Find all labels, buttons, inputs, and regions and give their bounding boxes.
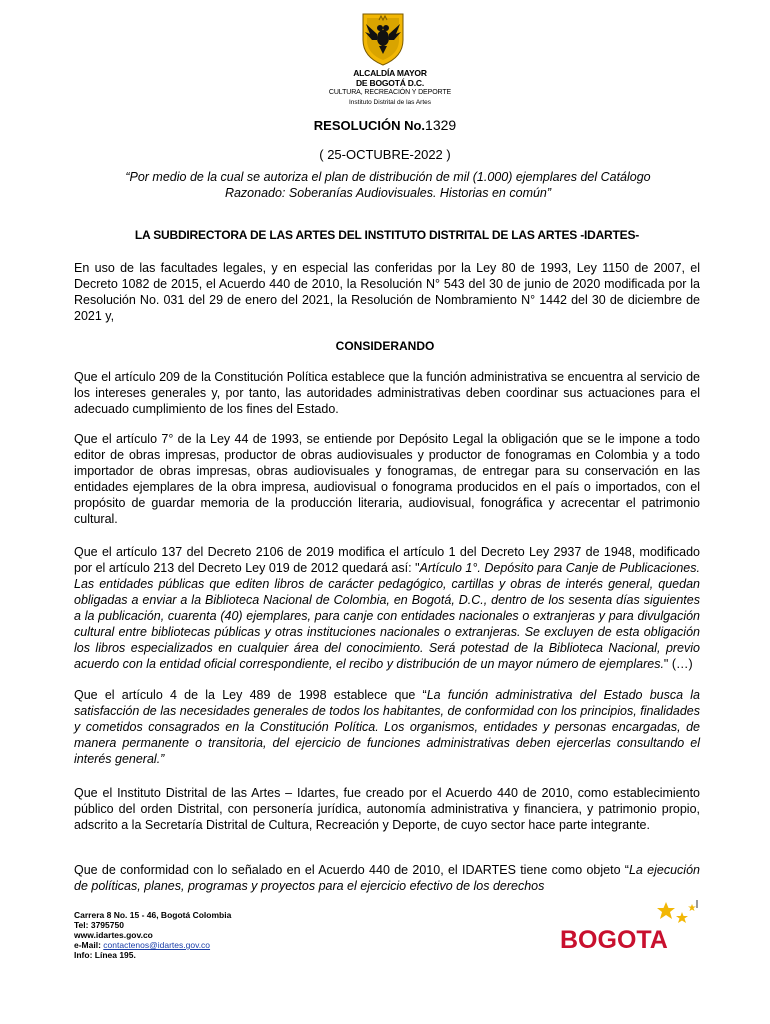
footer-web: www.idartes.gov.co — [74, 930, 153, 940]
entity-line-1: ALCALDÍA MAYOR — [353, 68, 427, 78]
bogota-logo-text: BOGOTA — [560, 926, 668, 954]
bogota-logo — [560, 898, 700, 958]
subject-line-1: “Por medio de la cual se autoriza el plan de distribución de mil (1.000) ejemplares del Catálogo — [125, 170, 651, 184]
footer-email-label: e-Mail: — [74, 940, 104, 950]
paragraph-3-end: " (…) — [663, 657, 693, 671]
footer-email-row — [74, 940, 231, 950]
preamble-paragraph: En uso de las facultades legales, y en especial las conferidas por la Ley 80 de 1993, Ley 1150 de 2007, el Decreto 1082 de 2015, el Acuerdo 440 de 2010, la Resolución N° 543 del 30 de junio de 2020 modificada por la Resolución No. 031 del 29 de enero del 2021, la Resolución de Nombramiento N° 1442 del 30 de diciembre de 2021 y, — [74, 261, 700, 323]
considering-heading: CONSIDERANDO — [335, 339, 435, 353]
resolution-title — [0, 117, 770, 133]
paragraph-3-quote: Artículo 1°. Depósito para Canje de Publicaciones. Las entidades públicas que editen libros de carácter pedagógico, cartillas y obras de interés general, quedan obligadas a enviar a la Biblioteca Nacional de Colombia, en Bogotá, D.C., dentro de los sesenta días siguientes a la publicación, cuarenta (40) ejemplares, para canje con entidades nacionales o extranjeras y para divulgación cultural entre bibliotecas públicas y otras instituciones nacionales o extranjeras. Se excluyen de esta obligación los libros especializados en cualquier área del conocimiento. Será potestad de la Biblioteca Nacional, previo acuerdo con la entidad oficial correspondiente, el recibo y distribución de un mayor número de ejemplares. — [74, 561, 700, 671]
paragraph-6 — [74, 862, 700, 894]
resolution-subject — [88, 169, 688, 201]
paragraph-2: Que el artículo 7° de la Ley 44 de 1993, se entiende por Depósito Legal la obligación que se le impone a todo editor de obras impresas, productor de obras audiovisuales y productor de fonogramas en Colombia y a todo importador de obras impresas, obras audiovisuales y fonogramas, de entregar para su conservación en las entidades ejemplares de la obra impresa, audiovisual o fonograma producidos en el país o importados, con el propósito de guardar memoria de la producción literaria, audiovisual, fonográfica y acrecentar el patrimonio cultural. — [74, 432, 700, 526]
entity-line-3: CULTURA, RECREACIÓN Y DEPORTE — [328, 89, 452, 96]
subject-line-2: Razonado: Soberanías Audiovisuales. Historias en común” — [224, 186, 552, 200]
footer-tel: Tel: 3795750 — [74, 920, 124, 930]
resolution-number: 1329 — [425, 117, 457, 133]
footer-email-link[interactable]: contactenos@idartes.gov.co — [103, 940, 211, 950]
paragraph-4-intro: Que el artículo 4 de la Ley 489 de 1998 establece que “ — [74, 688, 427, 702]
entity-line-2: DE BOGOTÁ D.C. — [355, 78, 425, 88]
paragraph-4-quote: La función administrativa del Estado busca la satisfacción de las necesidades generales de todos los habitantes, de conformidad con los principios, finalidades y cometidos consagrados en la Constitución Política. Los organismos, entidades y personas encargadas, de manera permanente o transitoria, del ejercicio de funciones administrativas deben ejercerlas consultando el interés general.” — [74, 688, 701, 766]
paragraph-5: Que el Instituto Distrital de las Artes – Idartes, fue creado por el Acuerdo 440 de 2010, como establecimiento público del orden Distrital, con personería jurídica, autonomía administrativa y financiera, y patrimonio propio, adscrito a la Secretaría Distrital de Cultura, Recreación y Deporte, de cuyo sector hace parte integrante. — [74, 786, 700, 832]
footer-contact — [74, 910, 231, 960]
paragraph-3-intro: Que el artículo 137 del Decreto 2106 de 2019 modifica el artículo 1 del Decreto Ley 2937 de 1948, modificado por el artículo 213 del Decreto Ley 019 de 2012 quedará así: " — [74, 545, 700, 575]
footer-info: Info: Línea 195. — [74, 950, 136, 960]
paragraph-4 — [74, 687, 700, 767]
paragraph-3 — [74, 544, 700, 672]
entity-block — [300, 68, 480, 108]
paragraph-6-intro: Que de conformidad con lo señalado en el Acuerdo 440 de 2010, el IDARTES tiene como objeto “ — [74, 863, 629, 877]
paragraph-1: Que el artículo 209 de la Constitución Política establece que la función administrativa se encuentra al servicio de los intereses generales y, por tanto, las autoridades administrativas deben coordinar sus actuaciones para el adecuado cumplimiento de los fines del Estado. — [74, 370, 700, 416]
authority-heading: LA SUBDIRECTORA DE LAS ARTES DEL INSTITUTO DISTRITAL DE LAS ARTES -IDARTES- — [134, 228, 640, 242]
footer-address: Carrera 8 No. 15 - 46, Bogotá Colombia — [74, 910, 232, 920]
paragraph-6-quote: La ejecución de políticas, planes, programas y proyectos para el ejercicio efectivo de los derechos — [74, 863, 700, 893]
entity-line-4: Instituto Distrital de las Artes — [348, 99, 431, 106]
bogota-coat-of-arms-icon — [360, 10, 406, 66]
resolution-date: ( 25-OCTUBRE-2022 ) — [319, 147, 451, 162]
resolution-label: RESOLUCIÓN No. — [313, 118, 426, 133]
